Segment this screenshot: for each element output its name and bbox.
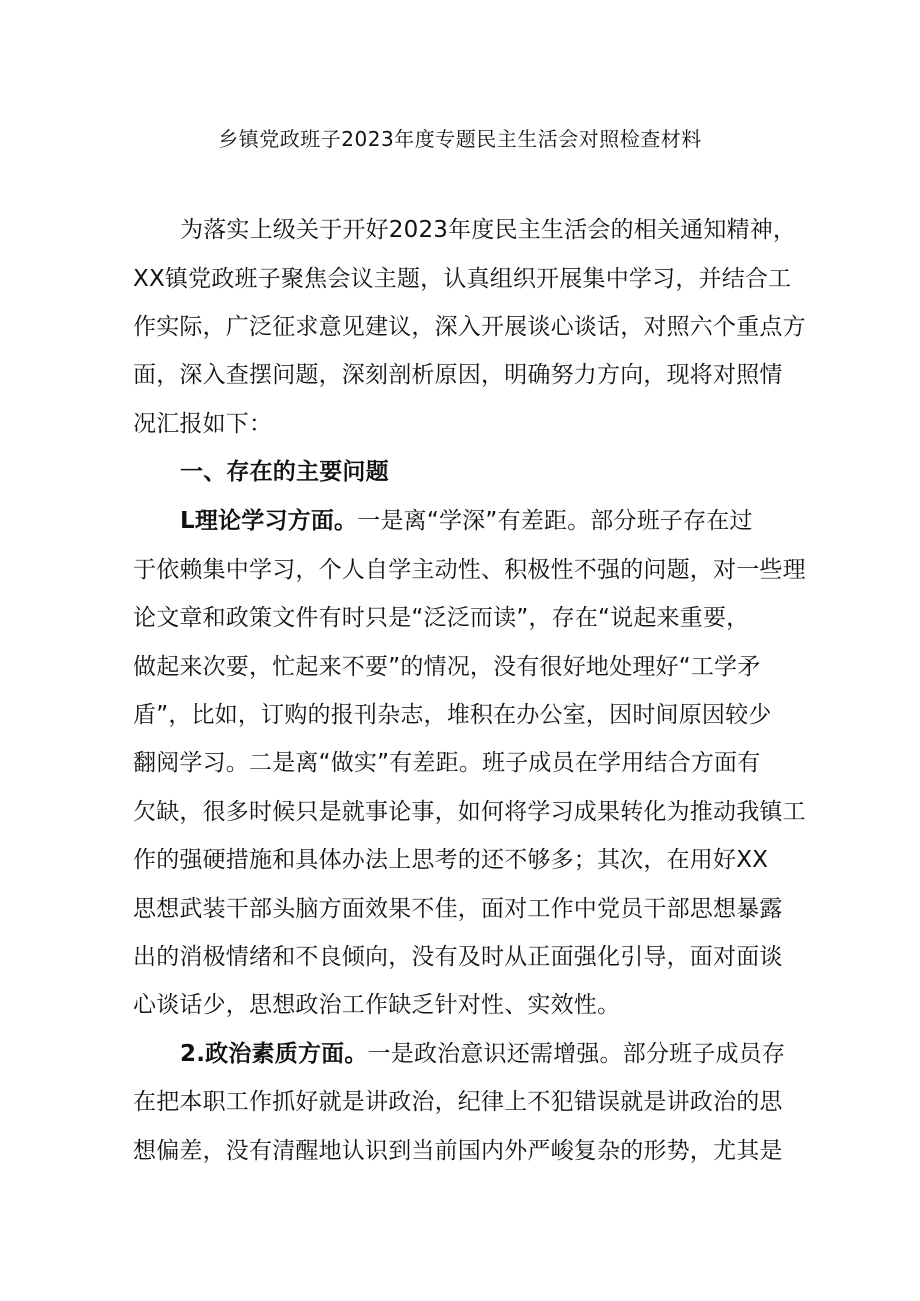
item1-line: 做起来次要，忙起来不要”的情况，没有很好地处理好“工学矛 — [133, 654, 761, 680]
item1-heading: L理论学习方面。 — [180, 508, 358, 534]
document-title: 乡镇党政班子2023年度专题民主生活会对照检查材料 — [218, 127, 702, 151]
intro-line: XX镇党政班子聚焦会议主题，认真组织开展集中学习，并结合工 — [133, 266, 792, 292]
item2-first-line — [180, 1037, 785, 1071]
item1-line: 思想武装干部头脑方面效果不佳，面对工作中党员干部思想暴露 — [133, 896, 783, 922]
item1-line: 盾”，比如，订购的报刊杂志，堆积在办公室，因时间原因较少 — [133, 702, 772, 728]
intro-line: 作实际，广泛征求意见建议，深入开展谈心谈话，对照六个重点方 — [133, 314, 806, 340]
item2-first-line-text: 一是政治意识还需增强。部分班子成员存 — [367, 1041, 786, 1067]
intro-line: 面，深入查摆问题，深刻剖析原因，明确努力方向，现将对照情 — [133, 362, 783, 388]
item2-heading: 2.政治素质方面。 — [180, 1041, 368, 1067]
item2-line: 在把本职工作抓好就是讲政治，纪律上不犯错误就是讲政治的思 — [133, 1089, 783, 1115]
item1-first-line — [180, 504, 753, 538]
item2-line: 想偏差，没有清醒地认识到当前国内外严峻复杂的形势，尤其是 — [133, 1138, 783, 1164]
item1-line: 论文章和政策文件有时只是“泛泛而读”，存在“说起来重要， — [133, 605, 750, 631]
section-heading: 一、存在的主要问题 — [180, 459, 389, 485]
intro-line: 为落实上级关于开好2023年度民主生活会的相关通知精神， — [180, 217, 797, 243]
item1-line: 出的消极情绪和不良倾向，没有及时从正面强化引导，面对面谈 — [133, 944, 783, 970]
intro-line: 况汇报如下： — [133, 411, 273, 437]
item1-line: 作的强硬措施和具体办法上思考的还不够多；其次，在用好XX — [133, 847, 769, 873]
item1-line: 心谈话少，思想政治工作缺乏针对性、实效性。 — [133, 992, 621, 1018]
item1-line: 欠缺，很多时候只是就事论事，如何将学习成果转化为推动我镇工 — [133, 799, 806, 825]
item1-first-line-text: 一是离“学深”有差距。部分班子存在过 — [357, 508, 753, 534]
item1-line: 于依赖集中学习，个人自学主动性、积极性不强的问题，对一些理 — [133, 557, 806, 583]
item1-line: 翻阅学习。二是离“做实”有差距。班子成员在学用结合方面有 — [133, 750, 761, 776]
